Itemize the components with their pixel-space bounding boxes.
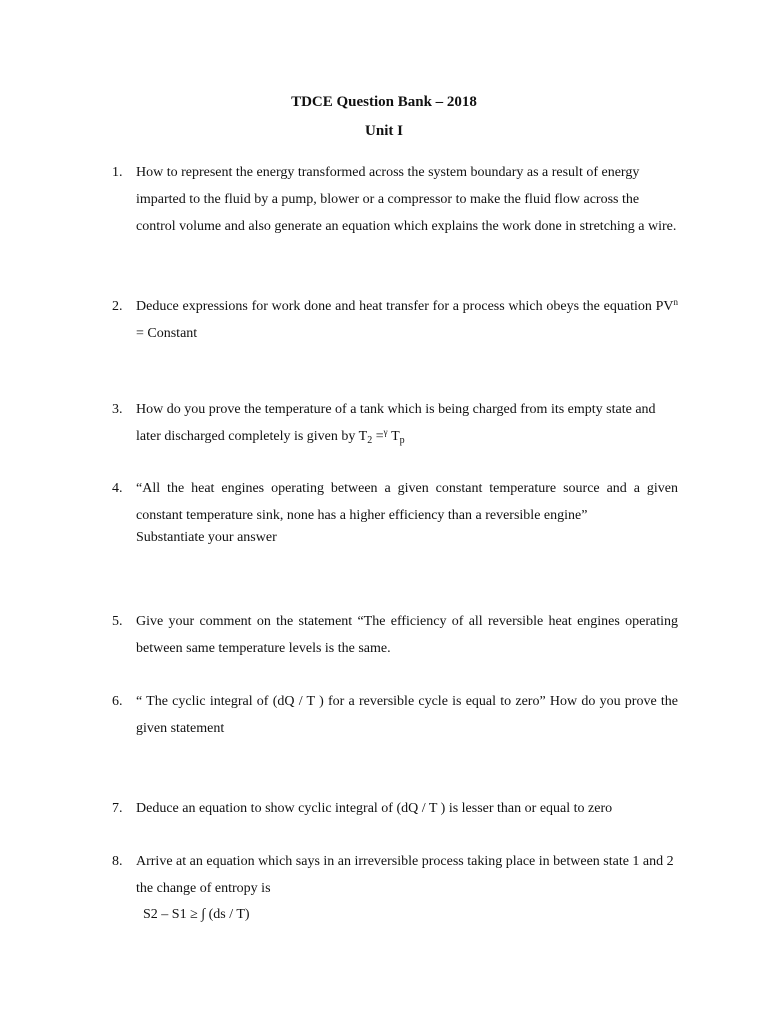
- question-4: [112, 475, 678, 551]
- question-text: How to represent the energy transformed across the system boundary as a result of energy imparted to the fluid by a pump, blower or a compressor to make the fluid flow across the control volume and also generate an equation which explains the work done in stretching a wire.: [136, 165, 677, 234]
- unit-heading: Unit I: [365, 123, 403, 139]
- question-text: “All the heat engines operating between a given constant temperature source and a given constant temperature sink, none has a higher efficiency than a reversible engine” Substantiate your answer: [136, 481, 678, 545]
- question-number: 8.: [112, 854, 123, 869]
- question-8: [112, 848, 678, 928]
- entropy-equation: S2 – S1 ≥ ∫ (ds / T): [143, 907, 250, 922]
- superscript-n: n: [673, 297, 678, 307]
- document-title: TDCE Question Bank – 2018: [291, 94, 477, 110]
- question-5: [112, 608, 678, 662]
- question-number: 5.: [112, 614, 123, 629]
- question-6: [112, 688, 678, 742]
- question-1: [112, 159, 678, 240]
- question-number: 7.: [112, 801, 123, 816]
- question-7: [112, 795, 678, 822]
- question-text: Deduce an equation to show cyclic integral of (dQ / T ) is lesser than or equal to zero: [136, 801, 613, 816]
- question-text: “ The cyclic integral of (dQ / T ) for a reversible cycle is equal to zero” How do you prove the given statement: [136, 694, 678, 736]
- question-number: 1.: [112, 165, 123, 180]
- question-2: [112, 293, 678, 347]
- question-number: 2.: [112, 299, 123, 314]
- question-text: Deduce expressions for work done and heat transfer for a process which obeys the equation $PV^n$ = Constant: [136, 297, 678, 341]
- question-number: 6.: [112, 694, 123, 709]
- question-number: 3.: [112, 402, 123, 417]
- question-number: 4.: [112, 481, 123, 496]
- question-text: How do you prove the temperature of a tank which is being charged from its empty state and later discharged completely is given by $T_2 =^\gamma$ $T_p$: [136, 402, 656, 446]
- question-3: [112, 396, 678, 450]
- gamma-symbol: γ: [383, 427, 388, 437]
- question-text: Arrive at an equation which says in an irreversible process taking place in between state 1 and 2 the change of entropy is S2 – S1 ≥ ∫ (ds / T): [136, 848, 678, 928]
- question-text: Give your comment on the statement “The efficiency of all reversible heat engines operating between same temperature levels is the same.: [136, 614, 678, 656]
